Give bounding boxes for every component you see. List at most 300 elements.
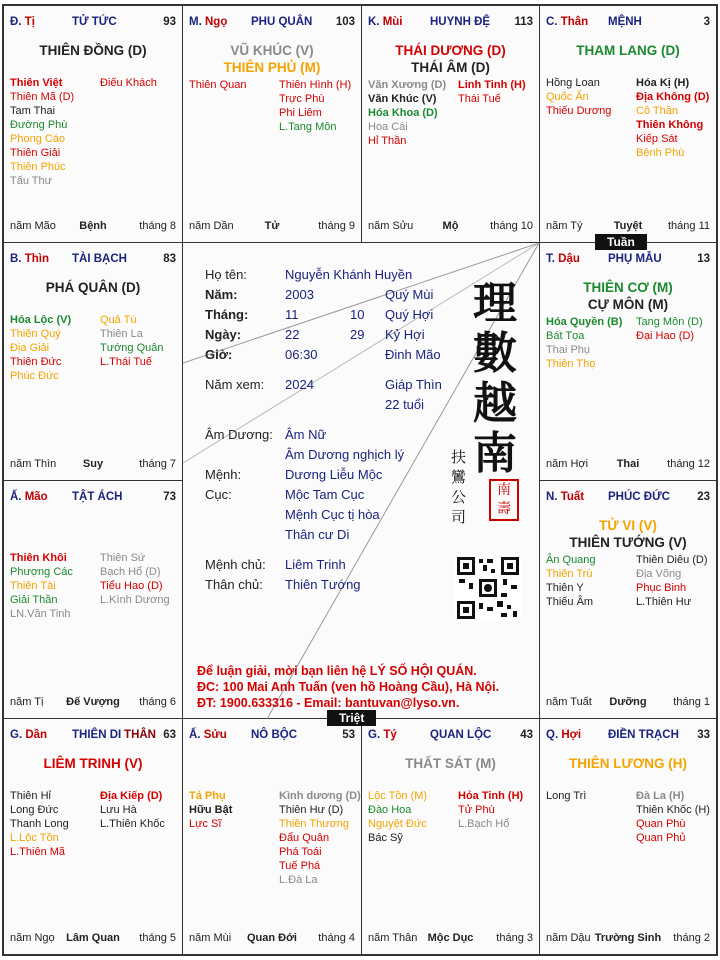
main-star: THIÊN ĐỒNG (D)	[39, 43, 147, 58]
palace-header	[546, 491, 710, 505]
minor-star: L.Lộc Tồn	[10, 832, 59, 844]
main-stars	[540, 279, 716, 313]
small-seal: 扶 鸞 公 司	[451, 448, 467, 526]
gio-value: 06:30	[285, 347, 318, 362]
minor-star: Địa Kiếp (D)	[100, 790, 163, 802]
palace-name: NÔ BỘC	[251, 729, 297, 741]
am-duong-label: Âm Dương:	[205, 427, 273, 442]
minor-star: Thái Tuế	[458, 93, 501, 105]
footer-year: năm Sửu	[368, 220, 414, 232]
cell-mui	[361, 5, 540, 243]
main-stars	[540, 42, 716, 59]
footer-month: tháng 8	[139, 220, 176, 232]
minor-star: Giải Thần	[10, 594, 58, 606]
minor-stars-right	[636, 76, 717, 160]
calli-char: 南	[473, 428, 517, 479]
minor-star: Thiếu Dương	[546, 105, 612, 117]
footer-year: năm Tị	[10, 696, 44, 708]
ngay-value: 22	[285, 327, 300, 342]
cuc-2: Mệnh Cục tị hòa	[285, 507, 380, 522]
cell-hoi	[539, 718, 717, 955]
nam-label: Năm:	[205, 287, 238, 302]
minor-star: L.Thiên Khốc	[100, 818, 165, 830]
minor-star: Thiên Quý	[10, 328, 61, 340]
branch-text: Tuất	[560, 491, 585, 503]
footer-phase: Thai	[616, 458, 640, 470]
footer-phase: Lâm Quan	[66, 932, 120, 944]
minor-star: Thiên Thọ	[546, 358, 596, 370]
ho-ten-value: Nguyễn Khánh Huyền	[285, 267, 413, 282]
minor-star: Điếu Khách	[100, 77, 157, 89]
calligraphy	[473, 279, 523, 479]
footer-year: năm Tuất	[546, 696, 592, 708]
minor-star: Địa Không (D)	[636, 91, 710, 103]
main-stars	[540, 517, 716, 551]
palace-footer	[546, 932, 710, 946]
palace-age: 113	[514, 16, 533, 28]
branch-text: Thìn	[24, 253, 49, 265]
minor-star: Kiếp Sát	[636, 133, 678, 145]
minor-stars-right	[100, 313, 182, 369]
minor-star: Ân Quang	[546, 554, 596, 566]
palace-header	[10, 729, 176, 743]
minor-star: Thiên Phúc	[10, 161, 66, 173]
ho-ten-label: Họ tên:	[205, 267, 247, 282]
footer-phase: Đế Vượng	[66, 696, 120, 708]
main-star: CỰ MÔN (M)	[587, 297, 669, 312]
minor-stars-right	[100, 76, 182, 90]
stem-text: B.	[10, 253, 22, 265]
palace-footer	[368, 220, 533, 234]
minor-stars-left	[10, 313, 98, 383]
minor-stars-left	[10, 76, 98, 188]
horoscope-chart	[2, 4, 718, 956]
palace-name: PHÚC ĐỨC	[608, 491, 670, 503]
center-panel	[183, 243, 539, 719]
minor-star: Đà La (H)	[636, 790, 685, 802]
minor-stars-left	[546, 76, 634, 118]
branch-label	[546, 253, 580, 265]
minor-star: Tang Môn (D)	[636, 316, 703, 328]
minor-star: Quan Phủ	[636, 832, 686, 844]
stem-text: N.	[546, 491, 558, 503]
footer-month: tháng 11	[667, 220, 710, 232]
minor-star: Quan Phù	[636, 818, 686, 830]
footer-month: tháng 5	[139, 932, 176, 944]
palace-name: TẬT ÁCH	[72, 491, 123, 503]
minor-star: Thiên Y	[546, 582, 584, 594]
palace-footer	[368, 932, 533, 946]
minor-stars-left	[546, 789, 634, 803]
minor-star: Lực Sĩ	[189, 818, 222, 830]
palace-header	[189, 16, 355, 30]
stem-text: Đ.	[10, 16, 22, 28]
main-stars	[362, 755, 539, 772]
minor-star: Địa Giải	[10, 342, 50, 354]
minor-star: Phượng Các	[10, 566, 73, 578]
minor-star: Đại Hao (D)	[636, 330, 695, 342]
minor-star: Bát Tọa	[546, 330, 585, 342]
palace-age: 13	[697, 253, 710, 265]
stem-text: M.	[189, 16, 202, 28]
footer-phase: Bệnh	[79, 220, 107, 232]
palace-age: 103	[335, 16, 355, 28]
minor-star: Tả Phụ	[189, 790, 226, 802]
minor-star: Hoa Cái	[368, 121, 408, 133]
minor-star: Hữu Bật	[189, 804, 233, 816]
minor-star: Tuế Phá	[279, 860, 321, 872]
footer-month: tháng 2	[673, 932, 710, 944]
minor-star: Thiên Đức	[10, 356, 62, 368]
minor-star: L.Thái Tuế	[100, 356, 152, 368]
branch-text: Tị	[24, 16, 35, 28]
palace-header	[10, 16, 176, 30]
palace-age: 23	[697, 491, 710, 503]
footer-phase: Mộ	[442, 220, 459, 232]
minor-star: Hóa Quyền (B)	[546, 316, 623, 328]
minor-star: Phục Binh	[636, 582, 687, 594]
footer-month: tháng 3	[496, 932, 533, 944]
branch-text: Thân	[560, 16, 589, 28]
minor-star: Trực Phù	[279, 93, 325, 105]
main-star: THIÊN TƯỚNG (V)	[569, 535, 687, 550]
stem-text: Q.	[546, 729, 559, 741]
palace-header	[546, 16, 710, 30]
stem-text: C.	[546, 16, 558, 28]
cell-tuat	[539, 480, 717, 719]
footer-year: năm Thìn	[10, 458, 57, 470]
cell-ngo	[182, 5, 362, 243]
minor-star: Thiên Sứ	[100, 552, 146, 564]
minor-star: Đẩu Quân	[279, 832, 330, 844]
palace-footer	[10, 458, 176, 472]
branch-label	[10, 16, 35, 28]
palace-footer	[546, 696, 710, 710]
calli-char: 數	[473, 328, 517, 379]
palace-header	[368, 16, 533, 30]
palace-age: 93	[163, 16, 176, 28]
ngay-can: Kỷ Hợi	[385, 327, 425, 342]
palace-footer	[189, 220, 355, 234]
minor-star: Quốc Ấn	[546, 91, 589, 103]
footer-month: tháng 12	[667, 458, 710, 470]
main-stars	[4, 279, 182, 296]
branch-label	[368, 729, 397, 741]
palace-footer	[10, 932, 176, 946]
minor-star: Văn Khúc (V)	[368, 93, 437, 105]
palace-age: 33	[697, 729, 710, 741]
calli-char: 越	[473, 378, 517, 429]
footer-year: năm Dậu	[546, 932, 591, 944]
footer-year: năm Thân	[368, 932, 418, 944]
minor-star: LN.Văn Tinh	[10, 608, 71, 620]
minor-star: Bạch Hổ (D)	[100, 566, 161, 578]
minor-star: L.Bạch Hổ	[458, 818, 510, 830]
footer-year: năm Tý	[546, 220, 583, 232]
menh-chu-value: Liêm Trinh	[285, 557, 346, 572]
minor-star: Thiếu Âm	[546, 596, 594, 608]
main-stars	[540, 755, 716, 772]
minor-star: Linh Tinh (H)	[458, 79, 526, 91]
triet-tag: Triệt	[327, 710, 376, 726]
cell-dan	[3, 718, 183, 955]
minor-star: Thiên La	[100, 328, 143, 340]
branch-text: Dậu	[558, 253, 580, 265]
thang-value: 11	[285, 307, 299, 322]
minor-stars-right	[636, 789, 717, 845]
stem-text: Ấ.	[189, 729, 201, 741]
branch-text: Dần	[25, 729, 48, 741]
main-star: TỬ VI (V)	[599, 518, 657, 533]
cuc-label: Cục:	[205, 487, 232, 502]
palace-header	[10, 253, 176, 267]
gio-label: Giờ:	[205, 347, 233, 362]
branch-label	[189, 729, 227, 741]
footer-month: tháng 6	[139, 696, 176, 708]
cell-ty2	[361, 718, 540, 955]
am-duong-value: Âm Nữ	[285, 427, 327, 442]
minor-star: Bác Sỹ	[368, 832, 403, 844]
minor-star: Long Đức	[10, 804, 59, 816]
tuoi-value: 22 tuổi	[385, 397, 425, 412]
nam-can: Quý Mùi	[385, 287, 434, 302]
footer-phase: Quan Đới	[247, 932, 297, 944]
ngay-label: Ngày:	[205, 327, 242, 342]
palace-header	[189, 729, 355, 743]
palace-header	[546, 253, 710, 267]
palace-header	[546, 729, 710, 743]
minor-star: Thiên Việt	[10, 77, 63, 89]
minor-star: Tiểu Hao (D)	[100, 580, 163, 592]
minor-star: Thiên Không	[636, 119, 704, 131]
minor-star: Thiên Trù	[546, 568, 593, 580]
cell-ty	[3, 5, 183, 243]
minor-star: Phi Liêm	[279, 107, 322, 119]
main-stars	[4, 42, 182, 59]
palace-name: HUYNH ĐỆ	[430, 16, 491, 28]
palace-age: 3	[703, 16, 710, 28]
menh-value: Dương Liễu Mộc	[285, 467, 383, 482]
main-stars	[362, 42, 539, 76]
footer-month: tháng 10	[490, 220, 533, 232]
minor-star: Đào Hoa	[368, 804, 412, 816]
minor-star: Phá Toái	[279, 846, 322, 858]
palace-name: ĐIỀN TRẠCH	[608, 729, 679, 741]
than-chu-label: Thân chủ:	[205, 577, 263, 592]
footer-month: tháng 9	[318, 220, 355, 232]
minor-star: Hỏa Tinh (H)	[458, 790, 524, 802]
cell-suu	[182, 718, 362, 955]
branch-text: Mùi	[382, 16, 403, 28]
minor-stars-left	[189, 789, 277, 831]
minor-star: L.Đà La	[279, 874, 318, 886]
thang-am: 10	[350, 307, 365, 322]
main-stars	[183, 42, 361, 76]
minor-star: Thiên Quan	[189, 79, 247, 91]
palace-name: QUAN LỘC	[430, 729, 492, 741]
palace-footer	[10, 696, 176, 710]
contact-line: Để luận giải, mời bạn liên hệ LÝ SỐ HỘI QUÁN.	[197, 664, 477, 678]
minor-stars-left	[546, 553, 634, 609]
minor-star: Thiên Hỉ	[10, 790, 51, 802]
palace-name: PHU QUÂN	[251, 16, 313, 28]
minor-star: Thai Phụ	[546, 344, 591, 356]
minor-star: L.Kình Dương	[100, 594, 170, 606]
minor-star: Hỉ Thần	[368, 135, 407, 147]
minor-star: Thiên Hư (D)	[279, 804, 344, 816]
stem-text: Ấ.	[10, 491, 22, 503]
branch-label	[189, 16, 227, 28]
minor-star: Thiên Khốc (H)	[636, 804, 710, 816]
contact-address: ĐC: 100 Mai Anh Tuấn (ven hồ Hoàng Cầu), Hà Nội.	[197, 680, 500, 694]
footer-phase: Tuyệt	[613, 220, 643, 232]
footer-year: năm Mùi	[189, 932, 232, 944]
footer-year: năm Hợi	[546, 458, 589, 470]
thang-label: Tháng:	[205, 307, 249, 322]
minor-stars-right	[279, 789, 361, 887]
branch-text: Ngọ	[204, 16, 228, 28]
cell-than	[539, 5, 717, 243]
palace-footer	[10, 220, 176, 234]
qr-code-icon[interactable]	[455, 555, 521, 621]
minor-stars-left	[189, 78, 277, 92]
main-star: THẤT SÁT (M)	[405, 756, 496, 771]
main-star: THIÊN PHỦ (M)	[223, 60, 321, 75]
minor-star: Tam Thai	[10, 105, 56, 117]
minor-star: Thiên Khôi	[10, 552, 67, 564]
palace-name: TÀI BẠCH	[72, 253, 127, 265]
footer-month: tháng 7	[139, 458, 176, 470]
main-star: PHÁ QUÂN (D)	[45, 280, 141, 295]
palace-footer	[189, 932, 355, 946]
minor-stars-left	[546, 315, 634, 371]
minor-star: Thanh Long	[10, 818, 69, 830]
minor-star: Hóa Lộc (V)	[10, 314, 72, 326]
minor-star: Tướng Quân	[100, 342, 164, 354]
footer-year: năm Dần	[189, 220, 234, 232]
calli-char: 理	[473, 278, 517, 329]
tuan-tag: Tuần	[595, 234, 647, 250]
minor-star: L.Thiên Mã	[10, 846, 66, 858]
than-chu-value: Thiên Tướng	[285, 577, 361, 592]
minor-star: L.Thiên Hư	[636, 596, 692, 608]
main-star: THIÊN CƠ (M)	[583, 280, 673, 295]
minor-star: Hồng Loan	[546, 77, 600, 89]
nam-xem-value: 2024	[285, 377, 314, 392]
minor-stars-left	[368, 789, 456, 845]
minor-star: Thiên Thương	[279, 818, 350, 830]
cell-dau	[539, 242, 717, 481]
minor-star: Địa Võng	[636, 568, 682, 580]
stem-text: G.	[368, 729, 381, 741]
minor-stars-right	[100, 551, 182, 607]
minor-star: Phong Cáo	[10, 133, 66, 145]
ngay-am: 29	[350, 327, 365, 342]
menh-chu-label: Mệnh chủ:	[205, 557, 266, 572]
branch-label	[10, 253, 49, 265]
main-star: THIÊN LƯƠNG (H)	[569, 756, 687, 771]
palace-name: TỬ TỨC	[72, 16, 117, 28]
cuc-value: Mộc Tam Cục	[285, 487, 365, 502]
menh-label: Mệnh:	[205, 467, 242, 482]
footer-phase: Trường Sinh	[594, 932, 662, 944]
palace-name: PHỤ MẪU	[608, 253, 662, 265]
thang-can: Quý Hợi	[385, 307, 434, 322]
nam-xem-label: Năm xem:	[205, 377, 265, 392]
nam-xem-can: Giáp Thìn	[385, 377, 442, 392]
minor-star: Thiên Hình (H)	[279, 79, 352, 91]
minor-star: L.Tang Môn	[279, 121, 337, 133]
minor-star: Cô Thần	[636, 105, 678, 117]
footer-phase: Suy	[82, 458, 104, 470]
cell-thin	[3, 242, 183, 481]
cell-mao	[3, 480, 183, 719]
main-star: VŨ KHÚC (V)	[230, 43, 314, 58]
minor-star: Thiên Tài	[10, 580, 56, 592]
minor-star: Thiên Giải	[10, 147, 61, 159]
contact-block	[197, 663, 537, 711]
gio-can: Đinh Mão	[385, 347, 441, 362]
palace-header	[368, 729, 533, 743]
minor-star: Lộc Tồn (M)	[368, 790, 428, 802]
minor-stars-right	[279, 78, 361, 134]
branch-text: Tý	[383, 729, 397, 741]
minor-stars-right	[100, 789, 182, 831]
footer-phase: Dưỡng	[609, 696, 647, 708]
footer-year: năm Ngọ	[10, 932, 55, 944]
minor-star: Hóa Kị (H)	[636, 77, 690, 89]
minor-star: Thiên Mã (D)	[10, 91, 75, 103]
minor-star: Bệnh Phù	[636, 147, 685, 159]
minor-stars-left	[10, 789, 98, 859]
contact-phone-email[interactable]: ĐT: 1900.633316 - Email: bantuvan@lyso.vn.	[197, 696, 460, 710]
branch-label	[546, 729, 581, 741]
minor-star: Thiên Diêu (D)	[636, 554, 708, 566]
palace-footer	[546, 220, 710, 234]
branch-label	[546, 16, 588, 28]
main-stars	[4, 755, 182, 772]
cuc-3: Thân cư Di	[285, 527, 350, 542]
footer-phase: Tử	[264, 220, 280, 232]
stem-text: T.	[546, 253, 555, 265]
stem-text: G.	[10, 729, 23, 741]
minor-star: Long Trì	[546, 790, 587, 802]
branch-label	[368, 16, 403, 28]
branch-label	[10, 491, 48, 503]
minor-stars-right	[636, 315, 717, 343]
footer-phase: Mộc Dục	[427, 932, 474, 944]
branch-text: Mão	[24, 491, 48, 503]
palace-age: 43	[520, 729, 533, 741]
footer-month: tháng 4	[318, 932, 355, 944]
minor-star: Hóa Khoa (D)	[368, 107, 438, 119]
red-seal: 南壽	[489, 479, 519, 521]
main-star: THÁI ÂM (D)	[411, 60, 490, 75]
minor-stars-right	[458, 789, 540, 831]
palace-name: MỆNH	[608, 16, 642, 28]
minor-star: Quả Tú	[100, 314, 137, 326]
footer-year: năm Mão	[10, 220, 56, 232]
stem-text: K.	[368, 16, 380, 28]
minor-star: Tấu Thư	[10, 175, 53, 187]
minor-star: Kình dương (D)	[279, 790, 361, 802]
minor-star: Văn Xương (D)	[368, 79, 447, 91]
minor-star: Phúc Đức	[10, 370, 59, 382]
minor-star: Lưu Hà	[100, 804, 137, 816]
branch-text: Sửu	[203, 729, 227, 741]
branch-text: Hợi	[561, 729, 582, 741]
minor-stars-left	[368, 78, 456, 148]
